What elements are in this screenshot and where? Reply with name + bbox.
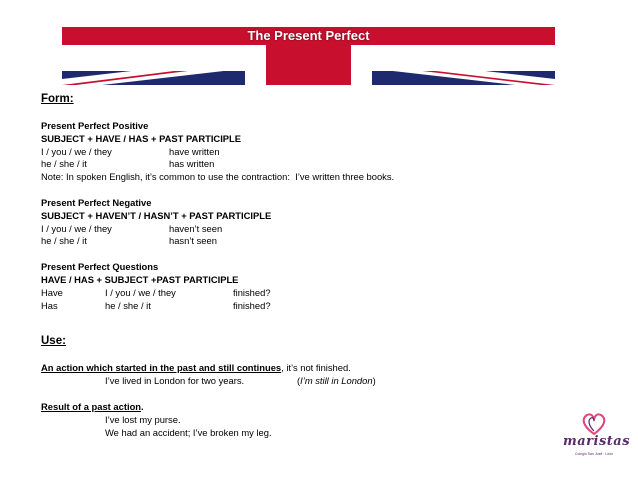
question-row (41, 300, 601, 313)
question-aux: Have (41, 286, 63, 298)
positive-formula: SUBJECT + HAVE / HAS + PAST PARTICIPLE (41, 132, 242, 144)
positive-note: Note: In spoken English, it’s common to use the contraction: I’ve written three books. (41, 171, 395, 183)
positive-subject: he / she / it (41, 158, 87, 170)
positive-row (41, 146, 601, 159)
use1-aside-close: ) (372, 375, 376, 387)
use-heading: Use: (41, 335, 66, 348)
use1-example-line (41, 375, 601, 388)
question-subject: I / you / we / they (105, 286, 176, 298)
negative-verb: haven’t seen (169, 222, 223, 234)
use1-example: I’ve lived in London for two years. (105, 375, 245, 387)
use2-line (41, 401, 601, 414)
question-row (41, 287, 601, 300)
question-aux: Has (41, 299, 58, 311)
use2-example: I’ve lost my purse. (105, 413, 181, 425)
negative-verb: hasn’t seen (169, 235, 217, 247)
use1-rest: , it’s not finished. (281, 362, 351, 374)
positive-verb: has written (169, 158, 215, 170)
negative-title: Present Perfect Negative (41, 196, 152, 208)
use1-aside-open: ( (297, 375, 301, 387)
maristas-logo (563, 410, 631, 462)
positive-verb: have written (169, 145, 220, 157)
use2-title: Result of a past action (41, 400, 142, 412)
use1-aside: I’m still in London (300, 375, 373, 387)
use1-title: An action which started in the past and still continues (41, 362, 282, 374)
use2-example: We had an accident; I’ve broken my leg. (105, 426, 272, 438)
negative-row (41, 235, 601, 248)
negative-row (41, 223, 601, 236)
question-verb: finished? (233, 286, 271, 298)
negative-formula: SUBJECT + HAVEN’T / HASN’T + PAST PARTICIPLE (41, 209, 272, 221)
positive-subject: I / you / we / they (41, 145, 112, 157)
union-jack-banner (62, 27, 555, 85)
use2-dot: . (141, 400, 144, 412)
negative-subject: I / you / we / they (41, 222, 112, 234)
logo-subtitle: Colegio San José · León (574, 452, 614, 456)
negative-subject: he / she / it (41, 235, 87, 247)
questions-formula: HAVE / HAS + SUBJECT +PAST PARTICIPLE (41, 273, 239, 285)
positive-row (41, 158, 601, 171)
question-verb: finished? (233, 299, 271, 311)
lesson-content (41, 92, 601, 439)
question-subject: he / she / it (105, 299, 151, 311)
logo-word: maristas (563, 434, 631, 449)
form-heading: Form: (41, 93, 74, 105)
questions-title: Present Perfect Questions (41, 261, 159, 273)
page-title: The Present Perfect (247, 28, 370, 43)
positive-title: Present Perfect Positive (41, 120, 149, 131)
use1-line (41, 362, 601, 375)
